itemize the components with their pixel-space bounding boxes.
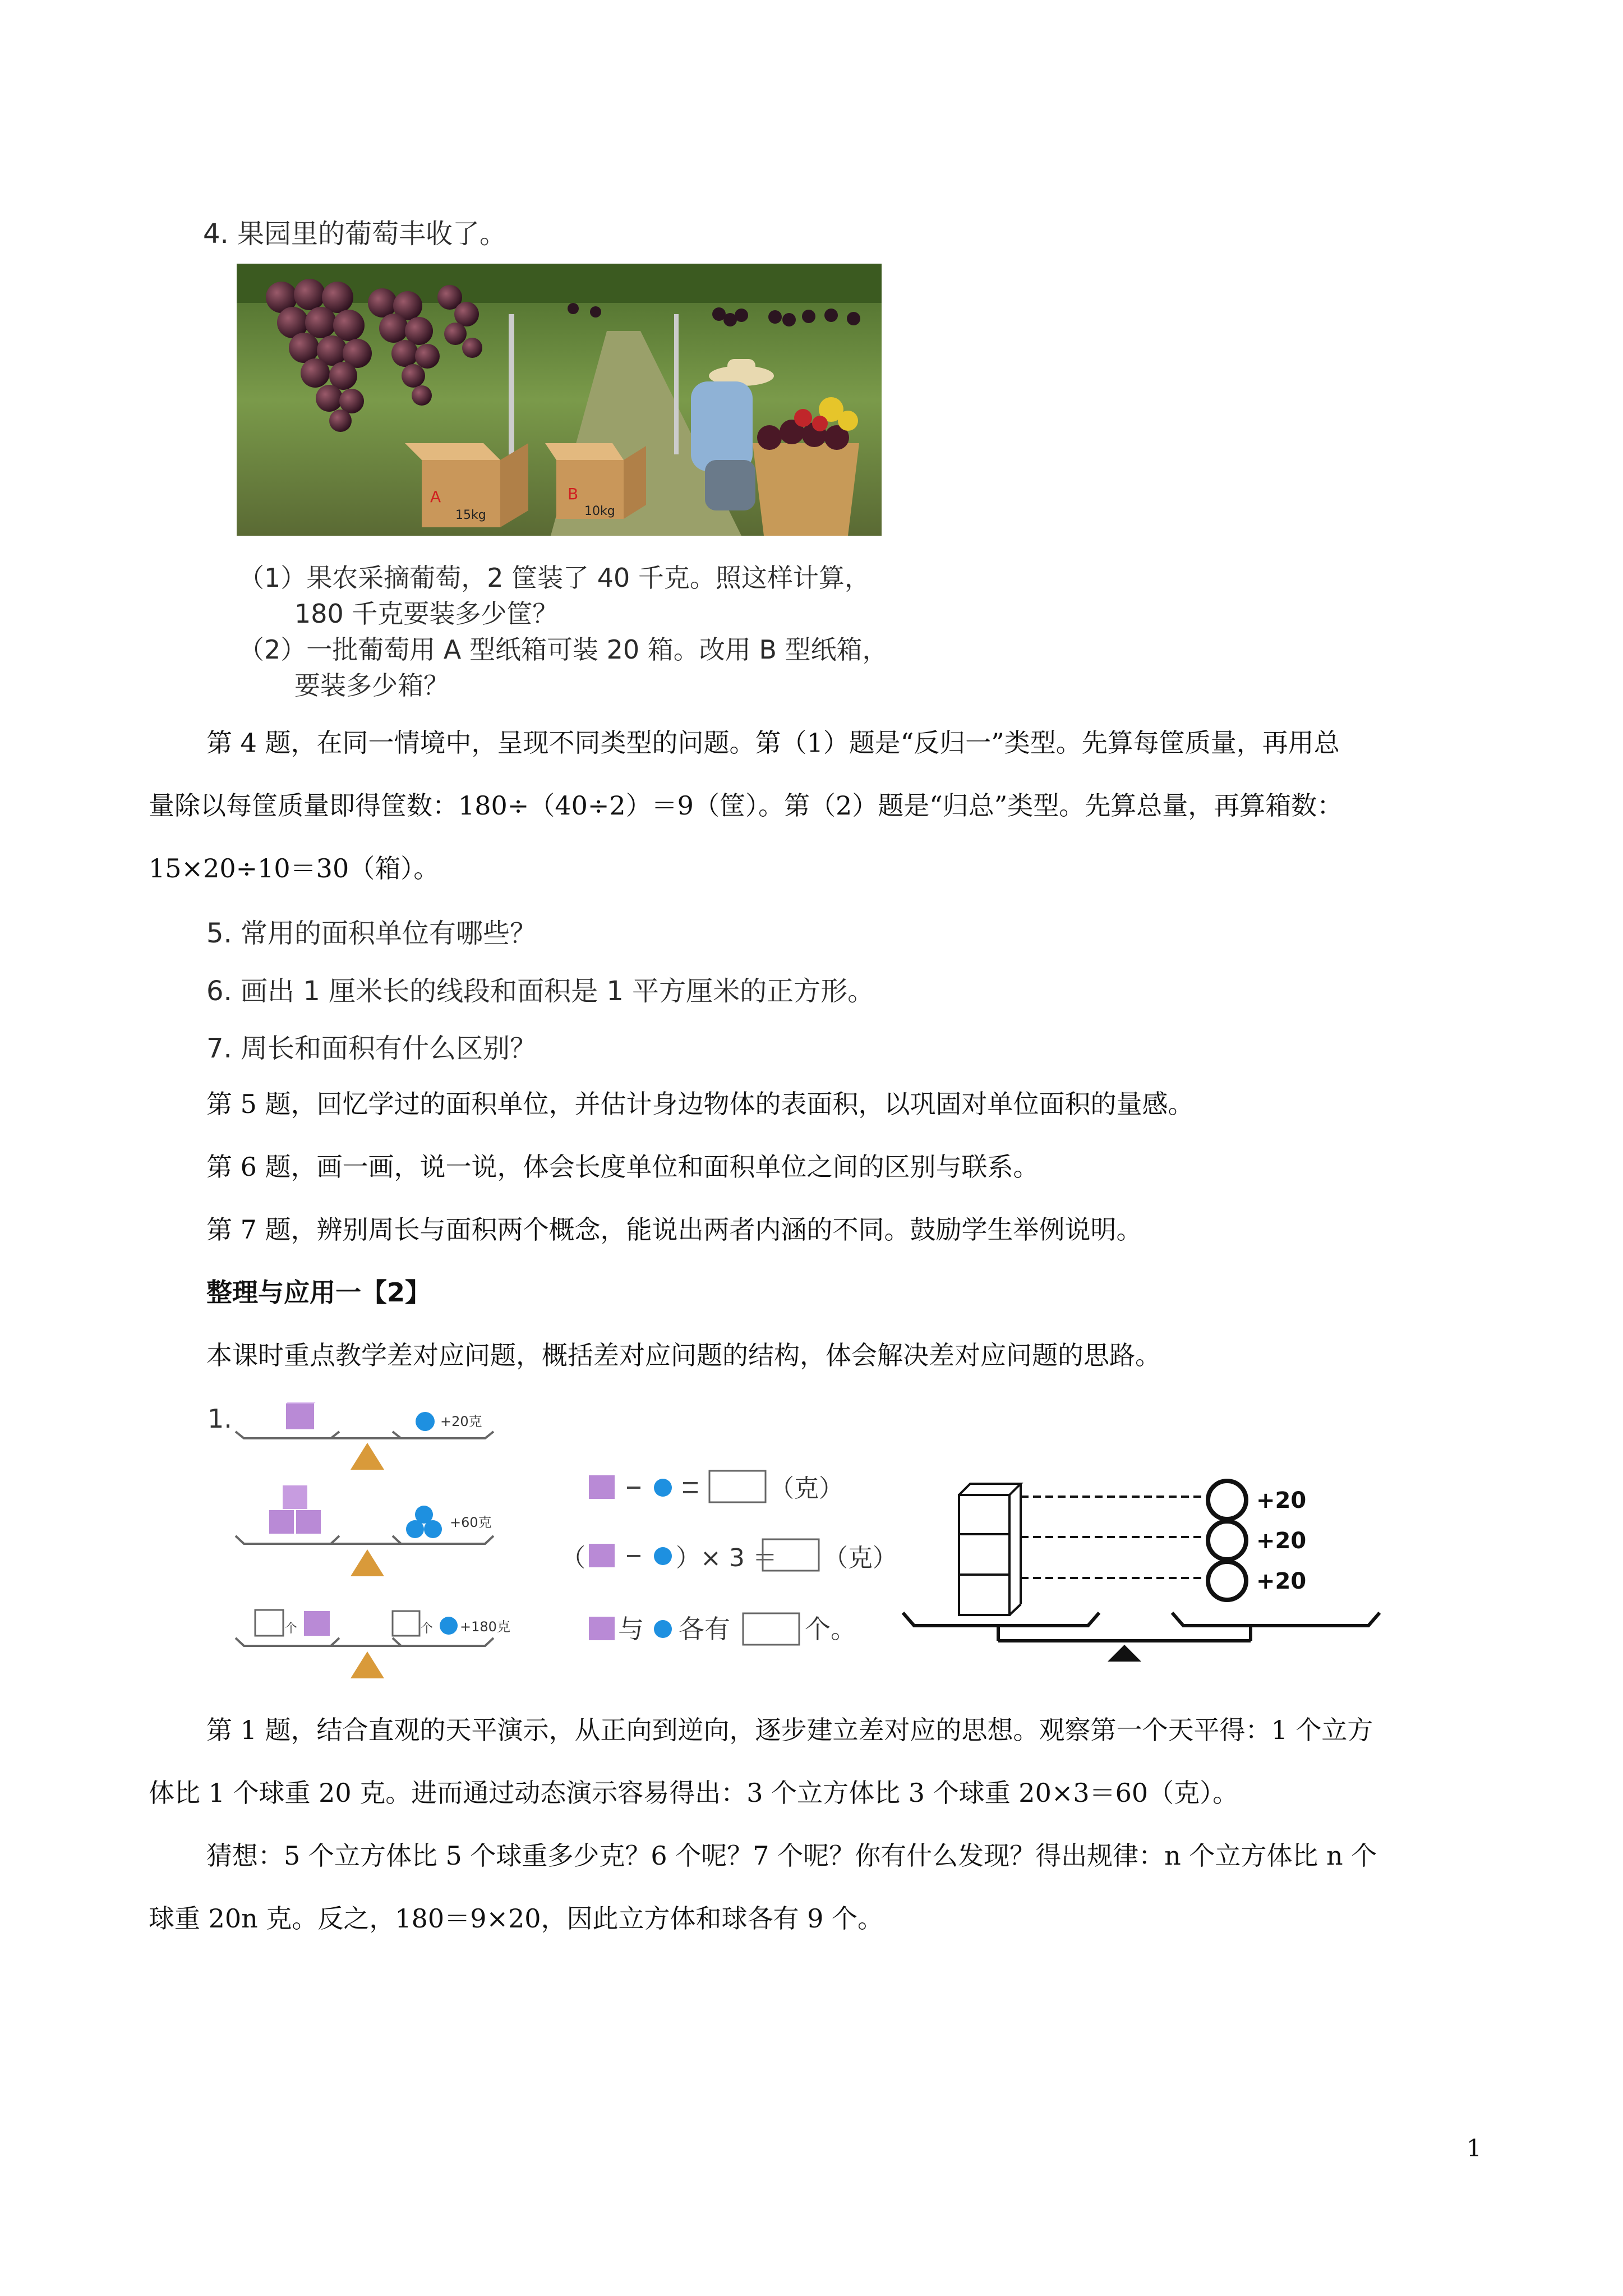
- stack-label-2: +20: [1256, 1528, 1307, 1554]
- svg-text:（: （: [561, 1544, 585, 1572]
- svg-text:个: 个: [421, 1622, 434, 1636]
- svg-text:各有: 各有: [679, 1614, 730, 1644]
- scale-3-label: +180克: [460, 1619, 510, 1635]
- question-6: 6. 画出 1 厘米长的线段和面积是 1 平方厘米的正方形。: [206, 976, 875, 1007]
- svg-text:与: 与: [618, 1614, 644, 1644]
- box-b-weight: 10kg: [584, 504, 615, 518]
- page-number: 1: [1467, 2134, 1482, 2162]
- commentary-q4-line2: 量除以每筐质量即得筐数：180÷（40÷2）＝9（筐）。第（2）题是“归总”类型。先算总量，再算箱数：: [149, 790, 1343, 821]
- question-1-number: 1.: [208, 1404, 232, 1434]
- section-heading: 整理与应用一【2】: [206, 1277, 431, 1308]
- svg-text:（克）: （克）: [823, 1544, 897, 1572]
- grape-harvest-photo: [237, 264, 882, 536]
- balance-scale-1: [236, 1402, 494, 1470]
- commentary-q1-line4: 球重 20n 克。反之，180＝9×20，因此立方体和球各有 9 个。: [149, 1903, 884, 1934]
- balance-scale-3: [236, 1610, 510, 1678]
- question-7: 7. 周长和面积有什么区别？: [206, 1033, 537, 1064]
- balance-scale-2: [236, 1485, 494, 1576]
- question-4-title: 4. 果园里的葡萄丰收了。: [203, 218, 507, 250]
- svg-text:）× 3 ＝: ）× 3 ＝: [676, 1544, 777, 1572]
- cube-icon: [286, 1404, 314, 1429]
- commentary-q1-line1: 第 1 题，结合直观的天平演示，从正向到逆向，逐步建立差对应的思想。观察第一个天平得：1 个立方: [206, 1715, 1373, 1745]
- equation-2: [561, 1539, 897, 1572]
- section-intro: 本课时重点教学差对应问题，概括差对应问题的结构，体会解决差对应问题的思路。: [206, 1340, 1161, 1370]
- svg-text:个。: 个。: [805, 1614, 856, 1644]
- question-5: 5. 常用的面积单位有哪些？: [206, 918, 537, 949]
- commentary-q7: 第 7 题，辨别周长与面积两个概念，能说出两者内涵的不同。鼓励学生举例说明。: [206, 1214, 1142, 1245]
- q4-sub2-line2: 要装多少箱？: [294, 670, 449, 701]
- commentary-q1-line2: 体比 1 个球重 20 克。进而通过动态演示容易得出：3 个立方体比 3 个球重 20×3＝60（克）。: [149, 1778, 1239, 1808]
- commentary-q6: 第 6 题，画一画，说一说，体会长度单位和面积单位之间的区别与联系。: [206, 1152, 1039, 1182]
- box-b-letter: B: [568, 485, 579, 503]
- box-a: [405, 443, 528, 527]
- scale-2-label: +60克: [450, 1515, 492, 1530]
- commentary-q5: 第 5 题，回忆学过的面积单位，并估计身边物体的表面积，以巩固对单位面积的量感。: [206, 1089, 1194, 1119]
- stack-label-1: +20: [1256, 1488, 1307, 1513]
- q4-sub2-line1: （2）一批葡萄用 A 型纸箱可装 20 箱。改用 B 型纸箱，: [238, 634, 888, 665]
- box-a-letter: A: [430, 487, 441, 506]
- box-a-weight: 15kg: [455, 508, 486, 522]
- q4-sub1-line1: （1）果农采摘葡萄，2 筐装了 40 千克。照这样计算，: [238, 563, 870, 593]
- fulcrum-triangle: [351, 1443, 384, 1470]
- commentary-q4-line1: 第 4 题，在同一情境中，呈现不同类型的问题。第（1）题是“反归一”类型。先算每筐质量，再用总: [206, 728, 1340, 758]
- q4-sub1-line2: 180 千克要装多少筐？: [294, 599, 559, 629]
- equation-3: [589, 1613, 856, 1645]
- equation-1: [589, 1471, 843, 1503]
- commentary-q1-line3: 猜想：5 个立方体比 5 个球重多少克？6 个呢？7 个呢？你有什么发现？得出规律：n 个立方体比 n 个: [206, 1841, 1377, 1871]
- question-1-figure: [202, 1402, 1408, 1694]
- blank-box: [255, 1610, 283, 1636]
- commentary-q4-line3: 15×20÷10＝30（箱）。: [149, 853, 440, 884]
- stack-label-3: +20: [1256, 1568, 1307, 1594]
- answer-box: [709, 1471, 766, 1502]
- ball-icon: [416, 1412, 435, 1431]
- cube-ball-stack-diagram: [903, 1481, 1380, 1662]
- svg-text:个: 个: [285, 1622, 298, 1636]
- svg-text:（克）: （克）: [769, 1474, 843, 1503]
- scale-1-label: +20克: [440, 1414, 482, 1429]
